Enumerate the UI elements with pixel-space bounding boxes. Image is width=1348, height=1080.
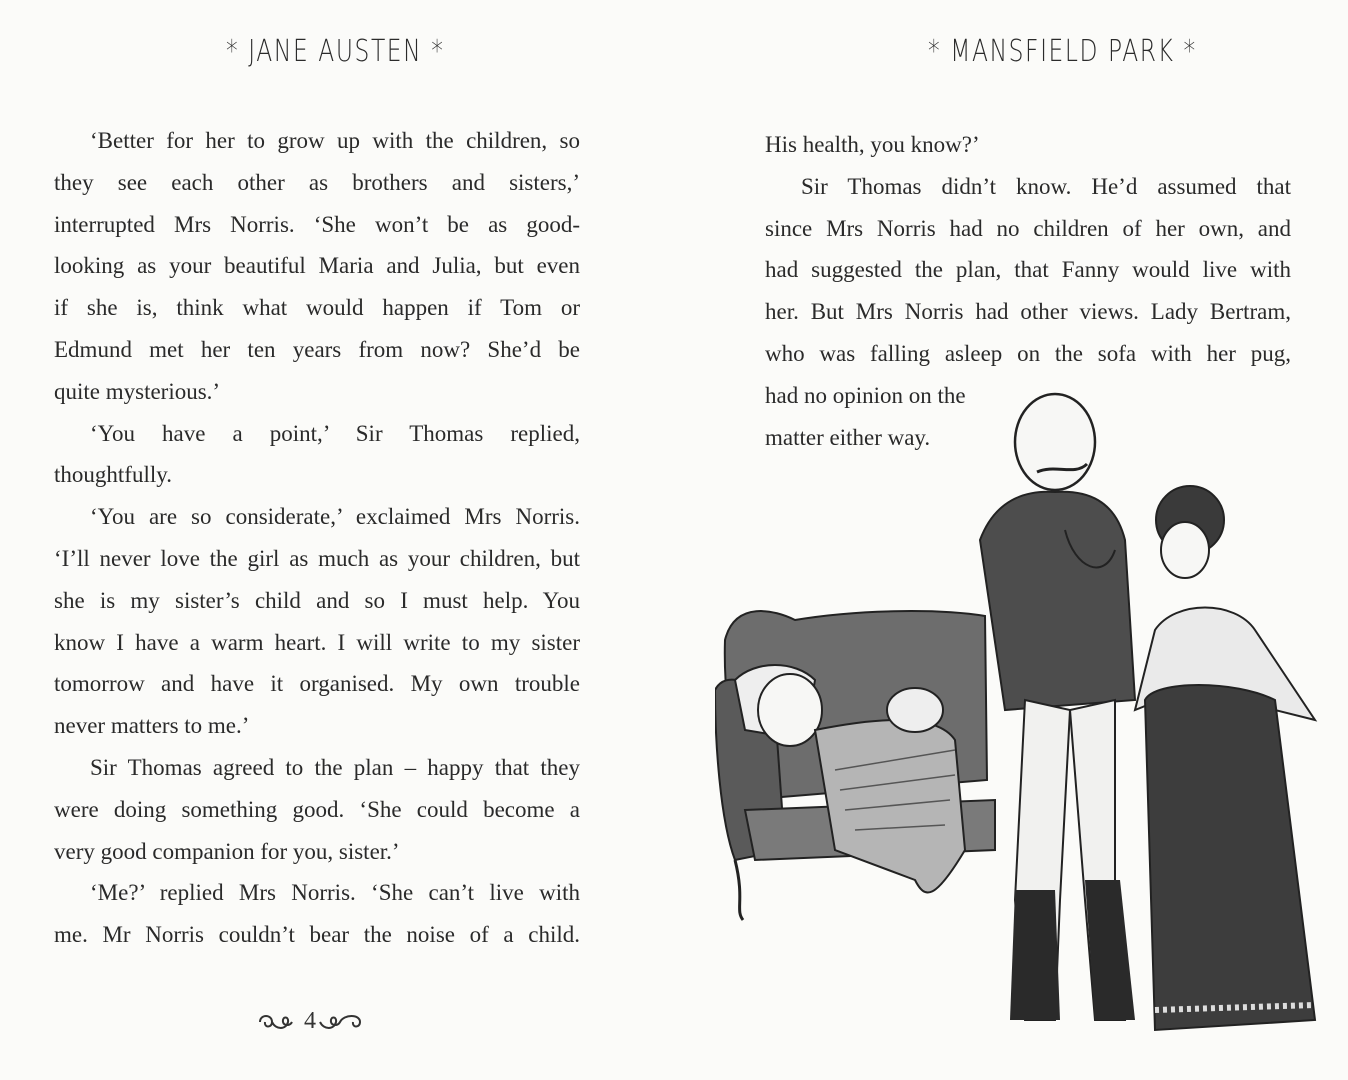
text-line: who was falling asleep on the sofa with her pug, (765, 340, 1291, 366)
sir-thomas-figure (980, 394, 1135, 1020)
text-line: her. But Mrs Norris had other views. Lady Bertram, (765, 299, 1291, 325)
text-line: they see each other as brothers and sisters,’ (54, 169, 580, 195)
running-head-left: * JANE AUSTEN * (226, 34, 445, 69)
text-line: His health, you know?’ (765, 132, 980, 157)
text-line: ‘You have a point,’ Sir Thomas replied, (90, 420, 580, 446)
text-line: if she is, think what would happen if Tom or (54, 295, 580, 321)
text-line: Sir Thomas didn’t know. He’d assumed that (801, 173, 1291, 199)
text-line: very good companion for you, sister.’ (54, 838, 400, 864)
text-line: thoughtfully. (54, 462, 172, 488)
text-line: Sir Thomas agreed to the plan – happy that they (90, 754, 580, 780)
text-line: were doing something good. ‘She could become a (54, 796, 580, 822)
page-number-folio (256, 1008, 376, 1035)
running-head-right: * MANSFIELD PARK * (928, 34, 1197, 69)
text-line: she is my sister’s child and so I must help. You (54, 587, 580, 613)
text-line: Edmund met her ten years from now? She’d be (54, 336, 580, 362)
text-line: had no opinion on the (765, 382, 966, 408)
text-line: interrupted Mrs Norris. ‘She won’t be as good- (54, 211, 580, 237)
sir-thomas-mrs-norris-lady-bertram-sofa-illustration (715, 380, 1348, 1080)
text-line: since Mrs Norris had no children of her own, and (765, 215, 1291, 241)
page-number: 4 (304, 1008, 316, 1034)
left-flourish-icon (256, 1010, 304, 1034)
text-line: looking as your beautiful Maria and Julia, but even (54, 253, 580, 279)
text-line: ‘Better for her to grow up with the children, so (90, 128, 580, 153)
text-line: know I have a warm heart. I will write to my sister (54, 629, 580, 655)
text-line: never matters to me.’ (54, 713, 250, 739)
text-line: ‘You are so considerate,’ exclaimed Mrs Norris. (90, 504, 580, 530)
text-line: matter either way. (765, 424, 931, 450)
body-text-left (54, 120, 580, 956)
text-line: had suggested the plan, that Fanny would live with (765, 257, 1291, 283)
mrs-norris-figure (1135, 486, 1315, 1030)
text-line: ‘Me?’ replied Mrs Norris. ‘She can’t live with (90, 880, 580, 906)
right-flourish-icon (316, 1010, 376, 1034)
text-line: ‘I’ll never love the girl as much as your children, but (54, 545, 580, 571)
text-line: quite mysterious.’ (54, 378, 221, 404)
text-line: tomorrow and have it organised. My own trouble (54, 671, 580, 697)
text-line: me. Mr Norris couldn’t bear the noise of a child. (54, 922, 580, 948)
